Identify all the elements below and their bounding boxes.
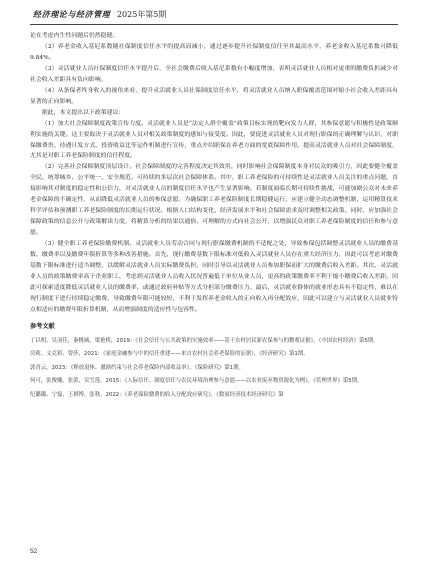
paragraph: （3）灵活就业人员社保制度信任水平提升后，全社会缴费后收入基尼系数有小幅度增加，表明灵活就业人员相对更重的缴费负担减少对社会收入差距具有负向影响。 xyxy=(30,65,398,83)
paragraph: （3）健全职工养老保险缴费机制。灵活就业人员劳动合同与现行职保缴费机制的不适配之处，导致参保包括调整灵活就业人员的缴费基数、缴费率以及缴费年限折算等多种改善措施。首先，现行缴费基数下限标准对低收入灵活就业人员存在重大经济压力，因此可以考虑对缴费基数下限标准进行适当调整，以缓解灵活就业人员实际缴费负担，同时引导以灵活就业人员参加职保而扩大的缴费后收入差距。其次，灵活就业人员的政策缴费率高于企业职工，考虑到灵活就业人员收入状况普遍低于单位从业人员，更高的政策缴费率不利于缩小缴费后收入差距，因此可探索适度降低灵活就业人员的缴费率，或通过政府补贴等方式分担部分缴费压力。最后，灵活就业群体的就业形态具有不稳定性，难以在现行制度下进行持续稳定缴费，导致缴费年限可能较短，不利于发挥养老金收入的正向收入再分配效应，因此可以建立与灵活就业人员就业特点相适应的缴费年限折算机制，从而增强制度的适应性与包容性。 xyxy=(30,241,398,313)
paragraph: 论在考虑内生性问题后仍然稳健。 xyxy=(30,33,119,39)
paragraph: （4）从条保者终身收入的视角来看，提升灵活就业人员社保制度信任水平，将灵活就业人员纳入职保覆盖范围对缩小社会收入差距具有显著的正向影响。 xyxy=(30,87,398,105)
reference-item: 纪璐璐、宁磊、王祺博、张秋，2022：《养老保险缴费的收入分配效应研究》，《数量经济技术经济研究》第 xyxy=(30,391,284,398)
page-number: 52 xyxy=(30,548,38,555)
header-rule xyxy=(30,24,398,25)
article-body xyxy=(30,31,398,403)
issue-label: 2025年第5期 xyxy=(116,10,167,19)
reference-item: 丁以明，吴羽佳，秦桃城，梁艳桥，2019：《社会信任与公共政策的实施效率——基于农村居民新农保参与的微观证据》，《中国农村经济》第5期。 xyxy=(30,337,379,344)
references-heading: 参考文献 xyxy=(30,322,55,330)
reference-item: 房莉、文克彩、曾莎，2021：《家庭金融参与中的信任重建——来自农村社会养老保险的证据》，《经济研究》第1期。 xyxy=(30,351,309,358)
journal-name: 经济理论与经济管理 xyxy=(33,9,111,19)
running-header xyxy=(33,7,395,22)
paragraph: 据此，本文提出以下政策建议： xyxy=(41,109,125,116)
reference-item: 何可，张俊飚，张蕾，吴雪莲，2015：《人际信任、制度信任与农民环境治理参与意愿——以农业废弃物资源化为例》，《管理世界》第5期。 xyxy=(30,378,363,385)
paragraph: （2）养老金收入基尼系数随社保制度信任水平的提高而减小，通过逐步提升社保制度信任至其最高水平，养老金收入基尼系数可降低9.84%。 xyxy=(30,43,398,61)
reference-item: 郭青云，2023：《释放退休、激励约束与社会养老保险内部收益率》，《保险研究》第1期。 xyxy=(30,364,244,371)
paragraph: （2）完善社会保障制度顶层设计。社会保障制度的完善程度决定其效用，同时影响社会保障制度本身对民众的吸引力，因此要健全覆盖全民、统筹城乡、公平统一、安全规范、可持续的多层次社会保障体系。其中，职工养老保险的可持续性是灵活就业人员关注的重点问题，直接影响其对制度的稳定性和公信力，对灵活就业人员的制度信任水平也产生显著影响。若制度面临长期可持续性挑战，可能加剧公众对未来养老金保障的不确定性，从而降低灵活就业人员的参保意愿。为确保职工养老保险制度长期稳健运行，应建立健全动态调整机制，运用精算技术科学评估和预测职工养老保险制度的长期运行状况。根据人口结构变化、经济发展水平和社会保障需求及时调整相关政策。同时，应加强社会保障政策的信息公开与政策解读力度，将精算分析的结果以通俗、可理解的方式向社会公开，以增强民众对职工养老保险制度的信任和参与意愿。 xyxy=(30,164,398,237)
paragraph: （1）加大社会保障制度政策宣传力度。灵活就业人员是“法定人群全覆盖”政策目标实现的靶向发力人群，其参保意愿与积极性是政策顺利实施的关键。这主要取决于灵活就业人员对相关政策制度的感知与接受度。因此，要促进灵活就业人员对现行职保的正确理解与认识，对职保缴费贵、待遇计发方式、投资收益比等运作机制进行宣传，重点介绍职保在养老方面的宽底保障作用，提高灵活就业人员对社会保障制度，尤其是对职工养老保险制度的信任程度。 xyxy=(30,120,398,160)
